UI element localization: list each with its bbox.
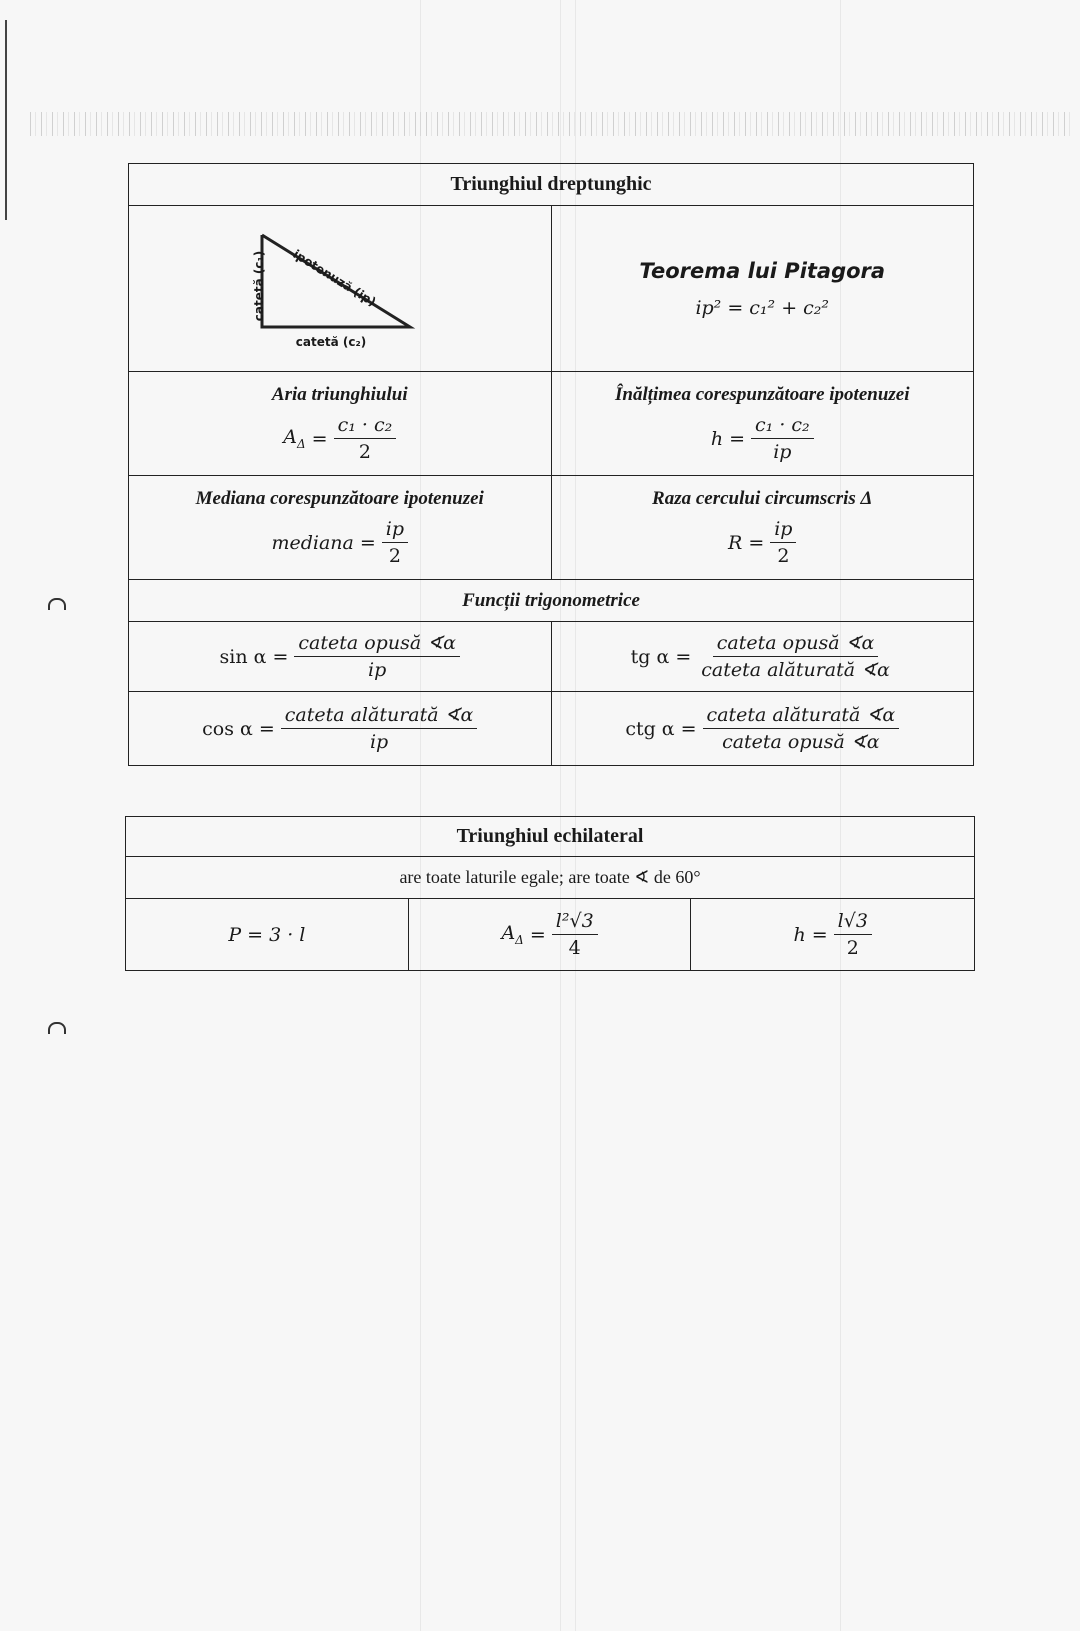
tg-fraction: $\frac{\text{cateta opusă ∢α}}{\text{cateta alăturată ∢α}}$ (701, 632, 890, 681)
hypotenuse-label: ipotenuză (ip) (290, 246, 379, 309)
pythagoras-cell (551, 206, 974, 372)
section-title: Triunghiul dreptunghic (129, 164, 974, 206)
leg2-label: catetă (c₂) (295, 334, 367, 349)
height-fraction: $\frac{\text{c₁ · c₂}}{ip}$ (751, 414, 814, 463)
equilateral-triangle-table (125, 816, 975, 971)
binder-hole (48, 1022, 66, 1034)
ctg-cell: ctg α = $\frac{\text{cateta alăturată ∢α}}{\text{cateta opusă ∢α}}$ (551, 692, 974, 766)
cos-cell: cos α = $\frac{\text{cateta alăturată ∢α}}{ip}$ (129, 692, 552, 766)
area-cell: Aria triunghiului $A_\Delta$ = $\frac{\text{c₁ · c₂}}{2}$ (129, 372, 552, 476)
tg-cell: tg α = $\frac{\text{cateta opusă ∢α}}{\text{cateta alăturată ∢α}}$ (551, 622, 974, 692)
pythagoras-formula: ip² = c₁² + c₂² (695, 296, 830, 319)
section-title: Triunghiul echilateral (126, 817, 975, 857)
page-edge (5, 20, 7, 220)
equilateral-area-fraction: $\frac{\text{l²√3}}{4}$ (552, 910, 598, 959)
height-cell: Înălțimea corespunzătoare ipotenuzei h = $\frac{\text{c₁ · c₂}}{ip}$ (551, 372, 974, 476)
perimeter-cell (126, 899, 409, 971)
median-fraction: $\frac{ip}{2}$ (382, 518, 408, 567)
perimeter-formula: P = 3 · l (228, 923, 306, 946)
right-triangle-diagram (240, 219, 440, 359)
scan-noise (30, 112, 1070, 136)
equilateral-height-fraction: $\frac{l√3}{2}$ (834, 910, 872, 959)
equilateral-area-cell: $A_\Delta$ = $\frac{\text{l²√3}}{4}$ (408, 899, 691, 971)
area-fraction: $\frac{\text{c₁ · c₂}}{2}$ (334, 414, 397, 463)
right-triangle-table (128, 163, 974, 766)
pythagoras-title: Teorema lui Pitagora (639, 258, 886, 283)
circumradius-title: Raza cercului circumscris Δ (652, 488, 873, 509)
circumradius-cell: Raza cercului circumscris Δ R = $\frac{ip}{2}$ (551, 476, 974, 580)
triangle-diagram-cell (129, 206, 552, 372)
leg1-label: catetă (c₁) (251, 250, 266, 321)
equilateral-height-cell: h = $\frac{l√3}{2}$ (691, 899, 975, 971)
ctg-fraction: $\frac{\text{cateta alăturată ∢α}}{\text{cateta opusă ∢α}}$ (703, 704, 900, 753)
sin-fraction: $\frac{\text{cateta opusă ∢α}}{ip}$ (294, 632, 460, 681)
binder-hole (48, 598, 66, 610)
height-title: Înălțimea corespunzătoare ipotenuzei (614, 384, 910, 405)
trig-title: Funcții trigonometrice (129, 580, 974, 622)
cos-fraction: $\frac{\text{cateta alăturată ∢α}}{ip}$ (281, 704, 478, 753)
sin-cell: sin α = $\frac{\text{cateta opusă ∢α}}{ip}$ (129, 622, 552, 692)
equilateral-property: are toate laturile egale; are toate ∢ de 60° (126, 857, 975, 899)
circumradius-fraction: $\frac{ip}{2}$ (770, 518, 796, 567)
median-title: Mediana corespunzătoare ipotenuzei (195, 488, 484, 509)
median-cell: Mediana corespunzătoare ipotenuzei mediana = $\frac{ip}{2}$ (129, 476, 552, 580)
area-title: Aria triunghiului (271, 384, 408, 405)
